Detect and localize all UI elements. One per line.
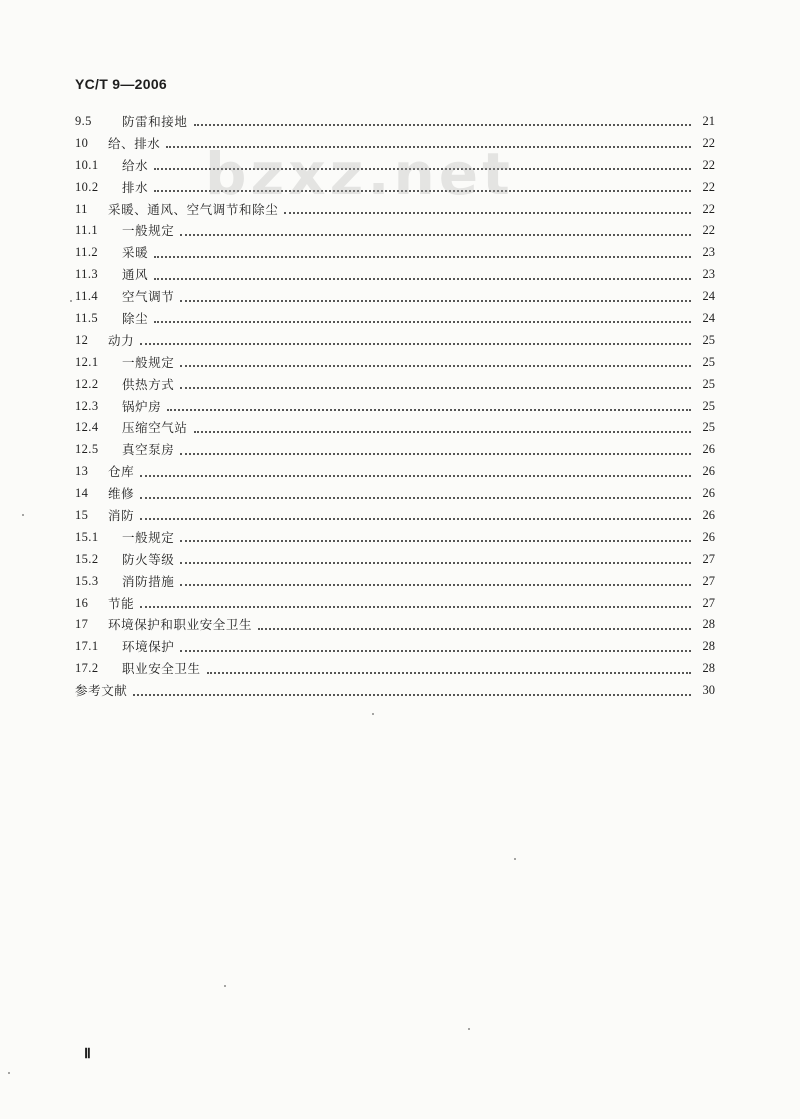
scan-speck [514,858,516,860]
toc-entry-number: 11.5 [75,311,99,326]
dot-leader [194,123,691,126]
dot-leader [180,452,691,455]
toc-entry-page: 24 [702,289,715,304]
page-number-roman: Ⅱ [84,1047,91,1062]
dot-leader [154,255,691,258]
toc-entry-page: 25 [702,376,715,391]
dot-leader [194,430,691,433]
toc-entry-page: 30 [702,683,715,698]
toc-entry-title: 真空泵房 [122,442,175,458]
toc-entry-title: 动力 [108,332,135,348]
toc-entry-number: 10.1 [75,157,99,172]
toc-entry [75,374,715,396]
dot-leader [140,517,691,520]
toc-entry-number: 17.2 [75,661,99,676]
toc-entry-page: 23 [702,245,715,260]
toc-entry-page: 25 [702,332,715,347]
toc-entry-number: 11 [75,201,88,216]
dot-leader [154,167,691,170]
toc-entry [75,439,715,461]
toc-entry-page: 28 [702,617,715,632]
toc-entry [75,680,715,702]
toc-entry-page: 27 [702,551,715,566]
toc-entry-title: 采暖、通风、空气调节和除尘 [108,201,279,217]
toc-entry [75,658,715,680]
dot-leader [180,233,691,236]
dot-leader [140,474,691,477]
toc-entry-title: 防火等级 [122,551,175,567]
toc-entry [75,133,715,155]
toc-entry-title: 排水 [122,179,149,195]
dot-leader [180,299,691,302]
toc-entry-page: 25 [702,354,715,369]
toc-entry-number: 11.2 [75,245,99,260]
toc-entry-page: 27 [702,595,715,610]
toc-entry-title: 防雷和接地 [122,114,188,129]
dot-leader [180,539,691,542]
toc-entry [75,505,715,527]
toc-entry-page: 25 [702,420,715,435]
toc-entry-title: 节能 [108,595,135,611]
toc-entry-number: 15.3 [75,573,99,588]
toc-entry-number: 13 [75,464,89,479]
toc-entry-title: 空气调节 [122,289,175,305]
toc-entry-number: 12.4 [75,420,99,435]
toc-entry-number: 12 [75,332,89,347]
standard-code-header: YC/T 9—2006 [75,76,168,92]
toc-entry-number: 16 [75,595,89,610]
dot-leader [258,627,691,630]
dot-leader [180,386,691,389]
toc-entry-page: 26 [702,508,715,523]
dot-leader [154,320,691,323]
toc-entry-page: 25 [702,398,715,413]
toc-entry [75,396,715,418]
toc-entry-title: 一般规定 [122,529,175,545]
dot-leader [133,693,691,696]
dot-leader [140,496,691,499]
dot-leader [167,408,691,411]
toc-entry-number: 10 [75,135,89,150]
scan-speck [468,1028,470,1030]
toc-entry [75,527,715,549]
toc-entry-page: 21 [702,114,715,128]
toc-entry-number: 11.4 [75,289,99,304]
toc-entry [75,461,715,483]
toc-entry-number: 11.1 [75,223,99,238]
dot-leader [166,145,691,148]
toc-entry [75,177,715,199]
toc-entry-page: 22 [702,223,715,238]
toc-entry [75,483,715,505]
toc-entry-page: 28 [702,639,715,654]
toc-entry [75,155,715,177]
dot-leader [180,649,691,652]
toc-entry-title: 压缩空气站 [122,420,188,436]
toc-entry-page: 27 [702,573,715,588]
toc-entry-number: 10.2 [75,179,99,194]
toc-entry-number: 11.3 [75,267,99,282]
toc-entry-number: 15.2 [75,551,99,566]
scan-speck [70,300,72,302]
toc-entry-title: 除尘 [122,311,149,327]
scan-speck [224,985,226,987]
toc-entry [75,614,715,636]
toc-entry-title: 供热方式 [122,376,175,392]
dot-leader [154,277,691,280]
dot-leader [154,189,691,192]
table-of-contents [75,111,715,702]
toc-entry-number: 15 [75,508,89,523]
toc-entry-title: 环境保护 [122,639,175,655]
toc-entry [75,111,715,133]
toc-entry [75,571,715,593]
toc-entry-page: 26 [702,442,715,457]
toc-entry-number: 12.2 [75,376,99,391]
toc-entry-number: 12.3 [75,398,99,413]
toc-entry-page: 23 [702,267,715,282]
toc-entry-title: 给、排水 [108,135,161,151]
toc-entry-title: 锅炉房 [122,398,162,414]
toc-entry [75,417,715,439]
scan-speck [372,713,374,715]
toc-entry-title: 职业安全卫生 [122,661,201,677]
toc-entry-title: 仓库 [108,464,135,480]
toc-entry-page: 22 [702,135,715,150]
watermark: bzxz.net [205,140,514,208]
dot-leader [180,364,691,367]
toc-entry [75,199,715,221]
toc-entry-title: 参考文献 [75,683,128,699]
toc-entry-title: 维修 [108,486,135,502]
toc-entry [75,636,715,658]
toc-entry-page: 24 [702,311,715,326]
toc-entry-title: 一般规定 [122,354,175,370]
toc-entry-title: 给水 [122,157,149,173]
dot-leader [140,342,691,345]
scan-speck [8,1072,10,1074]
toc-entry-number: 12.1 [75,354,99,369]
toc-entry [75,352,715,374]
toc-entry-number: 17.1 [75,639,99,654]
toc-entry [75,308,715,330]
toc-entry-title: 一般规定 [122,223,175,239]
toc-entry-title: 消防措施 [122,573,175,589]
toc-entry-page: 26 [702,464,715,479]
toc-entry-number: 12.5 [75,442,99,457]
dot-leader [180,583,691,586]
toc-entry [75,264,715,286]
toc-entry [75,242,715,264]
dot-leader [140,605,691,608]
dot-leader [207,671,691,674]
dot-leader [284,211,691,214]
toc-entry-page: 28 [702,661,715,676]
toc-entry-number: 15.1 [75,529,99,544]
scan-speck [22,514,24,516]
toc-entry-title: 通风 [122,267,149,283]
toc-entry-title: 消防 [108,508,135,524]
toc-entry-title: 采暖 [122,245,149,261]
toc-entry [75,286,715,308]
toc-entry-page: 22 [702,201,715,216]
toc-entry-page: 26 [702,529,715,544]
toc-entry [75,593,715,615]
toc-entry-number: 9.5 [75,114,92,128]
toc-entry-page: 22 [702,157,715,172]
toc-entry-number: 14 [75,486,89,501]
toc-entry [75,549,715,571]
dot-leader [180,561,691,564]
toc-entry-page: 26 [702,486,715,501]
toc-entry [75,330,715,352]
toc-entry-page: 22 [702,179,715,194]
toc-entry-number: 17 [75,617,89,632]
toc-entry [75,220,715,242]
toc-entry-title: 环境保护和职业安全卫生 [108,617,253,633]
